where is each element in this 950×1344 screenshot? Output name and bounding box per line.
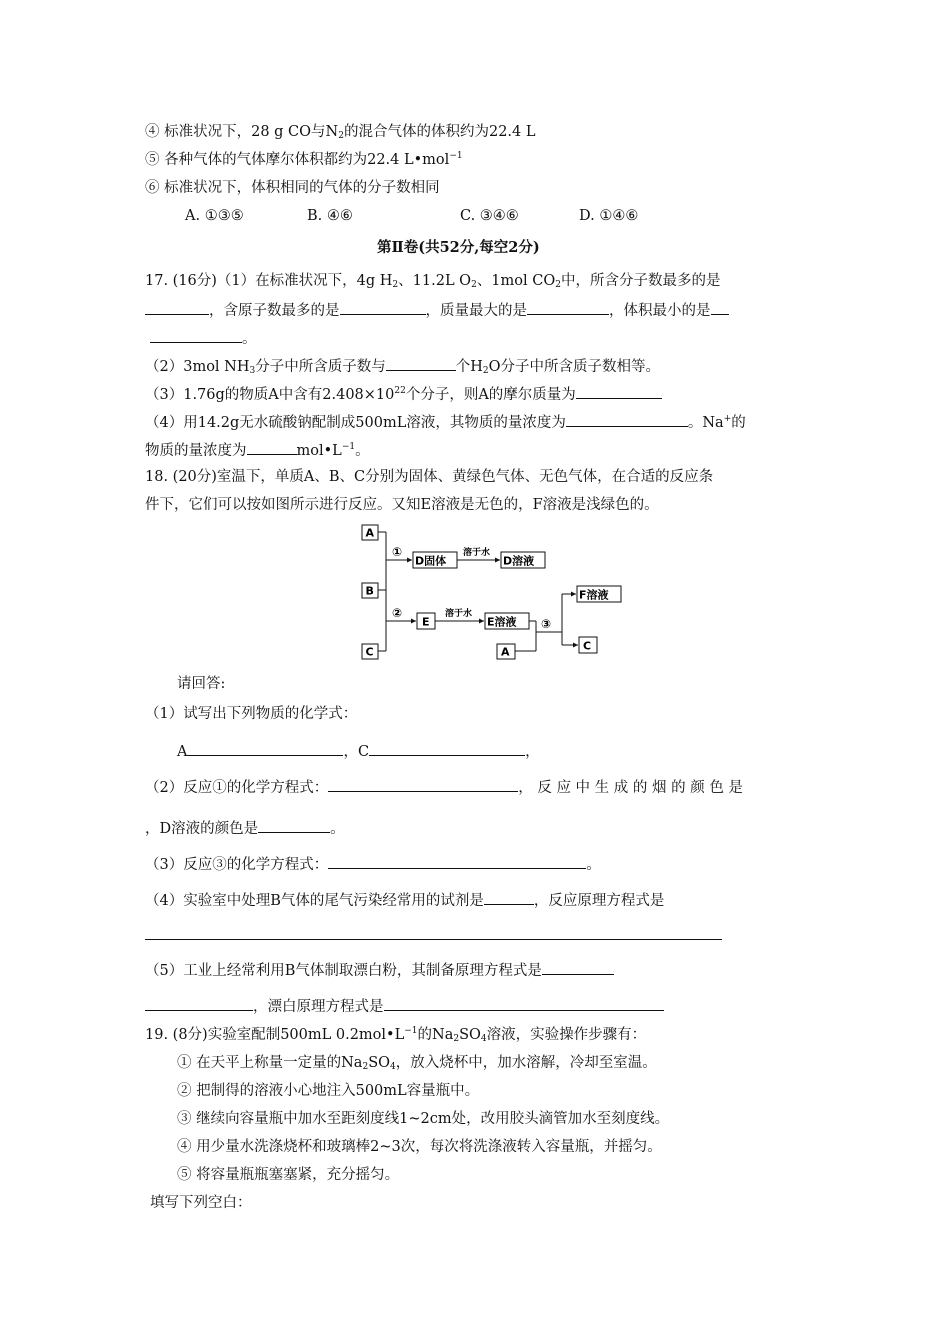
node-f-solution: F溶液: [579, 588, 609, 602]
node-b: B: [365, 584, 374, 598]
q18-part3: （3）反应③的化学方程式： 。: [145, 853, 601, 875]
q18-line1: 18. (20分)室温下，单质A、B、C分别为固体、黄绿色气体、无色气体，在合适的反应条: [145, 469, 714, 485]
section-title: 第Ⅱ卷(共52分,每空2分): [377, 239, 540, 256]
q18-part4-answer-line: [145, 939, 722, 940]
q17-part3: （3）1.76g的物质A中含有$2.408\times 10^{22}$个分子，则A的摩尔质量为: [145, 383, 662, 405]
q17-line2: ，含原子数最多的是 ，质量最大的是 ，体积最小的是: [145, 299, 729, 321]
node-c2: C: [583, 639, 592, 653]
statement-4: ④ 标准状况下，28 g CO与$N_2$的混合气体的体积约为22.4 L: [145, 124, 536, 141]
node-d-solid: D固体: [415, 554, 447, 568]
dissolve-label-2: 溶于水: [445, 609, 473, 619]
node-e-solution: E溶液: [487, 615, 517, 629]
q18-part1: （1）试写出下列物质的化学式：: [145, 706, 358, 722]
q17-part2: （2）3mol $NH_3$分子中所含质子数与 个$H_2O$分子中所含质子数相等。: [145, 355, 660, 377]
q19-fill-prompt: 填写下列空白：: [150, 1195, 252, 1211]
reaction-3-label: ③: [541, 617, 552, 631]
q18-part2: （2）反应①的化学方程式： ， 反 应 中 生 成 的 烟 的 颜 色 是: [145, 776, 743, 798]
q19-step1: ① 在天平上称量一定量的$Na_2SO_4$，放入烧杯中，加水溶解，冷却至室温。: [177, 1055, 657, 1072]
option-b: B. ④⑥: [307, 208, 353, 224]
q19-line1: 19. (8分)实验室配制500mL $0.2mol•L^{-1}$的$Na_2SO_4$溶液，实验操作步骤有：: [145, 1026, 647, 1044]
node-a2: A: [501, 645, 510, 659]
q18-part2-line2: ，D溶液的颜色是 。: [145, 817, 345, 839]
q18-part4: （4）实验室中处理B气体的尾气污染经常用的试剂是 ，反应原理方程式是: [145, 889, 664, 911]
q18-line2: 件下，它们可以按如图所示进行反应。又知E溶液是无色的，F溶液是浅绿色的。: [145, 497, 659, 513]
node-a: A: [365, 526, 375, 540]
q19-step5: ⑤ 将容量瓶瓶塞塞紧，充分摇匀。: [177, 1167, 400, 1183]
option-c: C. ③④⑥: [460, 208, 519, 224]
q17-line1: 17. (16分)（1）在标准状况下，4g $H_2$、11.2L $O_2$、1mol $CO_2$中，所含分子数最多的是: [145, 273, 721, 290]
option-a: A. ①③⑤: [185, 208, 244, 224]
reaction-flow-diagram: [350, 520, 640, 668]
statement-6: ⑥ 标准状况下，体积相同的气体的分子数相同: [145, 180, 440, 196]
q18-ask: 请回答:: [177, 676, 226, 692]
node-d-solution: D溶液: [503, 554, 535, 568]
q19-step3: ③ 继续向容量瓶中加水至距刻度线1~2cm处，改用胶头滴管加水至刻度线。: [177, 1111, 670, 1127]
q18-part5-line2: ，漂白原理方程式是: [145, 995, 664, 1017]
node-c: C: [365, 645, 374, 659]
q17-line3: 。: [150, 327, 257, 349]
option-d: D. ①④⑥: [579, 208, 639, 224]
q18-part1-answers: A ，C ，: [177, 740, 540, 762]
q18-part5: （5）工业上经常利用B气体制取漂白粉，其制备原理方程式是: [145, 959, 614, 981]
node-e: E: [422, 615, 430, 629]
q17-part4: （4）用14.2g无水硫酸钠配制成500mL溶液，其物质的量浓度为 。Na+的: [145, 411, 746, 433]
q19-step2: ② 把制得的溶液小心地注入500mL容量瓶中。: [177, 1083, 480, 1099]
q17-part4-line2: 物质的量浓度为 $mol•L^{-1}$。: [145, 439, 370, 461]
reaction-1-label: ①: [392, 545, 403, 559]
q19-step4: ④ 用少量水洗涤烧杯和玻璃棒2~3次，每次将洗涤液转入容量瓶，并摇匀。: [177, 1139, 662, 1155]
statement-5: ⑤ 各种气体的气体摩尔体积都约为22.4 L•mol$^{-1}$: [145, 151, 463, 168]
dissolve-label-1: 溶于水: [463, 548, 491, 558]
reaction-2-label: ②: [392, 606, 403, 620]
